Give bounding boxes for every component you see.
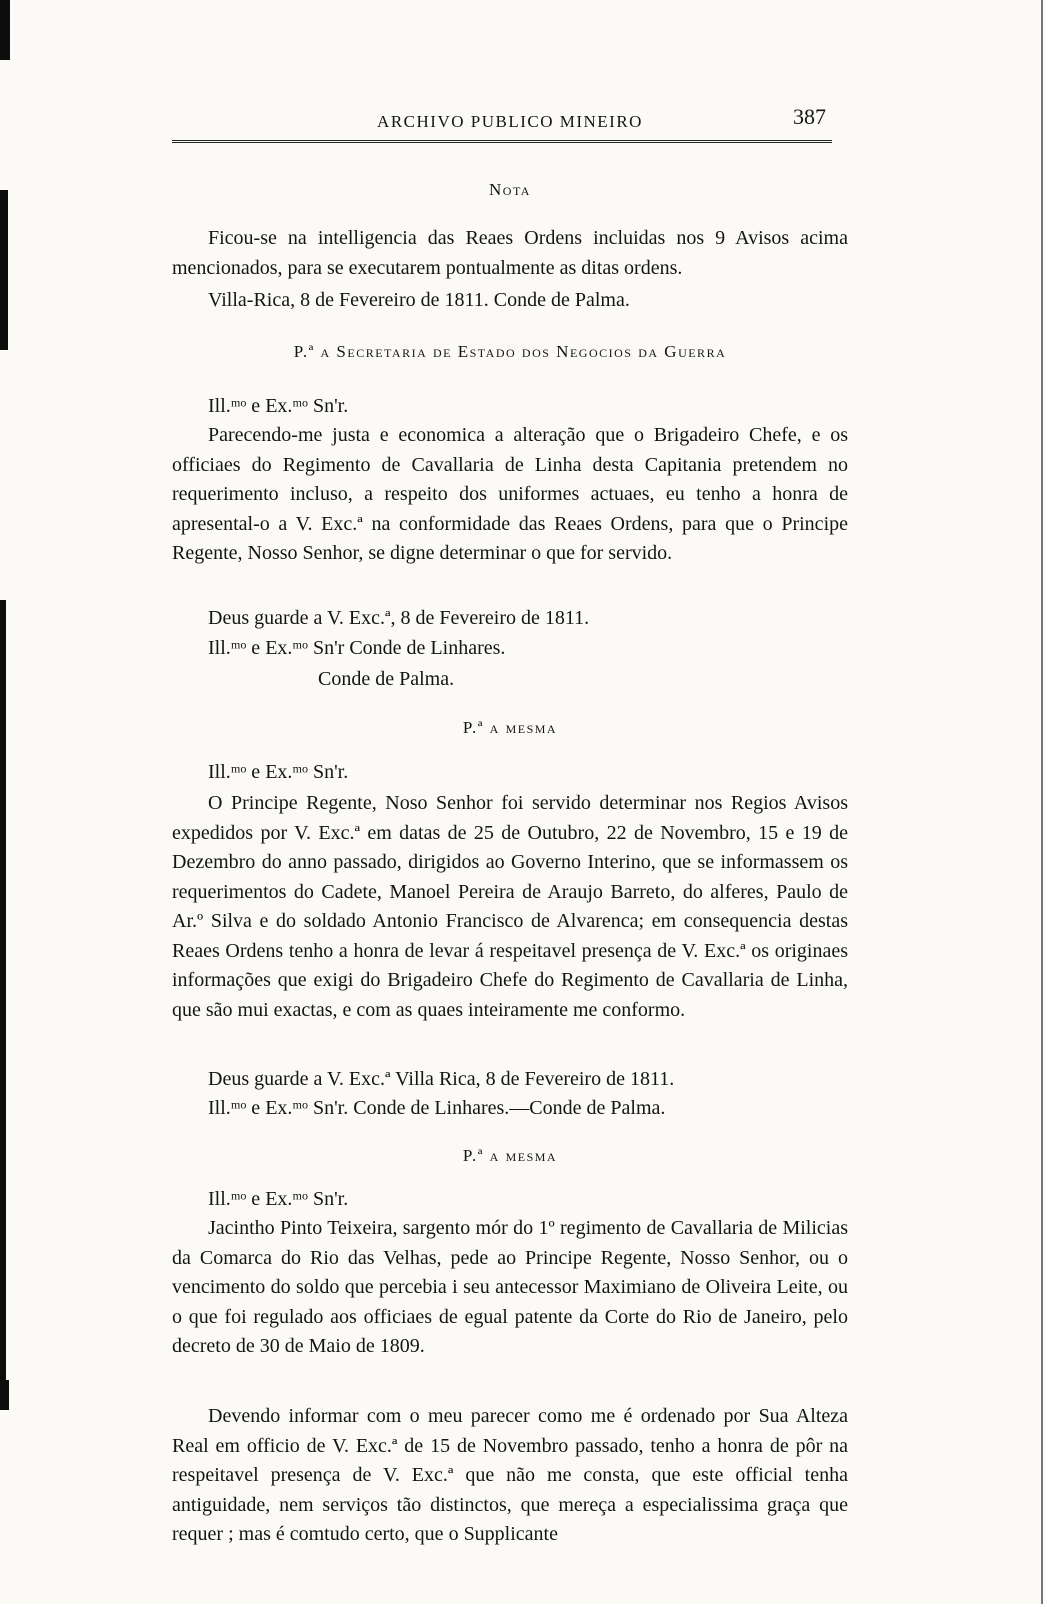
addressee-line: Ill.ᵐᵒ e Ex.ᵐᵒ Sn'r Conde de Linhares. [208,637,506,659]
section-heading-letter: P.ª a mesma [462,718,558,737]
signature: Conde de Palma. [318,668,455,690]
salutation: Ill.ᵐᵒ e Ex.ᵐᵒ Sn'r. [208,761,349,783]
header-rule [172,140,832,143]
closing-line: Deus guarde a V. Exc.ª Villa Rica, 8 de Fevereiro de 1811. [208,1068,675,1090]
paragraph: O Principe Regente, Noso Senhor foi servido determinar nos Regios Avisos expedidos por V. Exc.ª em datas de 25 de Outubro, 22 de Novembro, 15 e 19 de Dezembro do anno passado, dirigidos ao Governo Interino, que se informassem os requerimentos do Cadete, Manoel Pereira de Araujo Barreto, do alferes, Paulo de Ar.º Silva e do soldado Antonio Francisco de Alvarenca; em consequencia destas Reaes Ordens tenho a honra de levar á respeitavel presença de V. Exc.ª os originaes informações que exigi do Brigadeiro Chefe do Regimento de Cavallaria de Linha, que são mui exactas, e com as quaes inteiramente me conformo. [172,792,848,1021]
closing-line: Deus guarde a V. Exc.ª, 8 de Fevereiro de 1811. [208,607,590,629]
paragraph: Ficou-se na intelligencia das Reaes Ordens incluidas nos 9 Avisos acima mencionados, para se executarem pontualmente as ditas ordens. [172,227,848,279]
salutation: Ill.ᵐᵒ e Ex.ᵐᵒ Sn'r. [208,395,349,417]
salutation: Ill.ᵐᵒ e Ex.ᵐᵒ Sn'r. [208,1188,349,1210]
page-number: 387 [793,104,826,129]
paragraph: Devendo informar com o meu parecer como me é ordenado por Sua Alteza Real em officio de V. Exc.ª de 15 de Novembro passado, tenho a honra de pôr na respeitavel presença de V. Exc.ª que não me consta, que este official tenha antiguidade, nem serviços tão distinctos, que mereça a especialissima graça que requer ; mas é comtudo certo, que o Supplicante [172,1405,848,1545]
addressee-line: Ill.ᵐᵒ e Ex.ᵐᵒ Sn'r. Conde de Linhares.—Conde de Palma. [208,1097,666,1119]
paragraph: Jacintho Pinto Teixeira, sargento mór do 1º regimento de Cavallaria de Milicias da Comarca do Rio das Velhas, pede ao Principe Regente, Nosso Senhor, ou o vencimento do soldo que percebia i seu antecessor Maximiano de Oliveira Leite, ou o que foi regulado aos officiaes de egual patente da Corte do Rio de Janeiro, pelo decreto de 30 de Maio de 1809. [172,1217,848,1357]
scan-edge-left [0,0,14,1604]
scan-edge-right [1039,0,1045,1604]
section-heading-nota: Nota [489,180,531,199]
running-title: ARCHIVO PUBLICO MINEIRO [377,112,643,131]
section-heading-letter: P.ª a mesma [462,1146,558,1165]
section-heading-letter: P.ª a Secretaria de Estado dos Negocios da Guerra [293,342,727,361]
paragraph: Parecendo-me justa e economica a alteração que o Brigadeiro Chefe, e os officiaes do Regimento de Cavallaria de Linha desta Capitania pretendem no requerimento incluso, a respeito dos uniformes actuaes, eu tenho a honra de apresental-o a V. Exc.ª na conformidade das Reaes Ordens, para que o Principe Regente, Nosso Senhor, se digne determinar o que for servido. [172,424,848,564]
page-header [172,104,848,136]
dateline: Villa-Rica, 8 de Fevereiro de 1811. Conde de Palma. [208,289,630,311]
document-page [172,0,848,1604]
